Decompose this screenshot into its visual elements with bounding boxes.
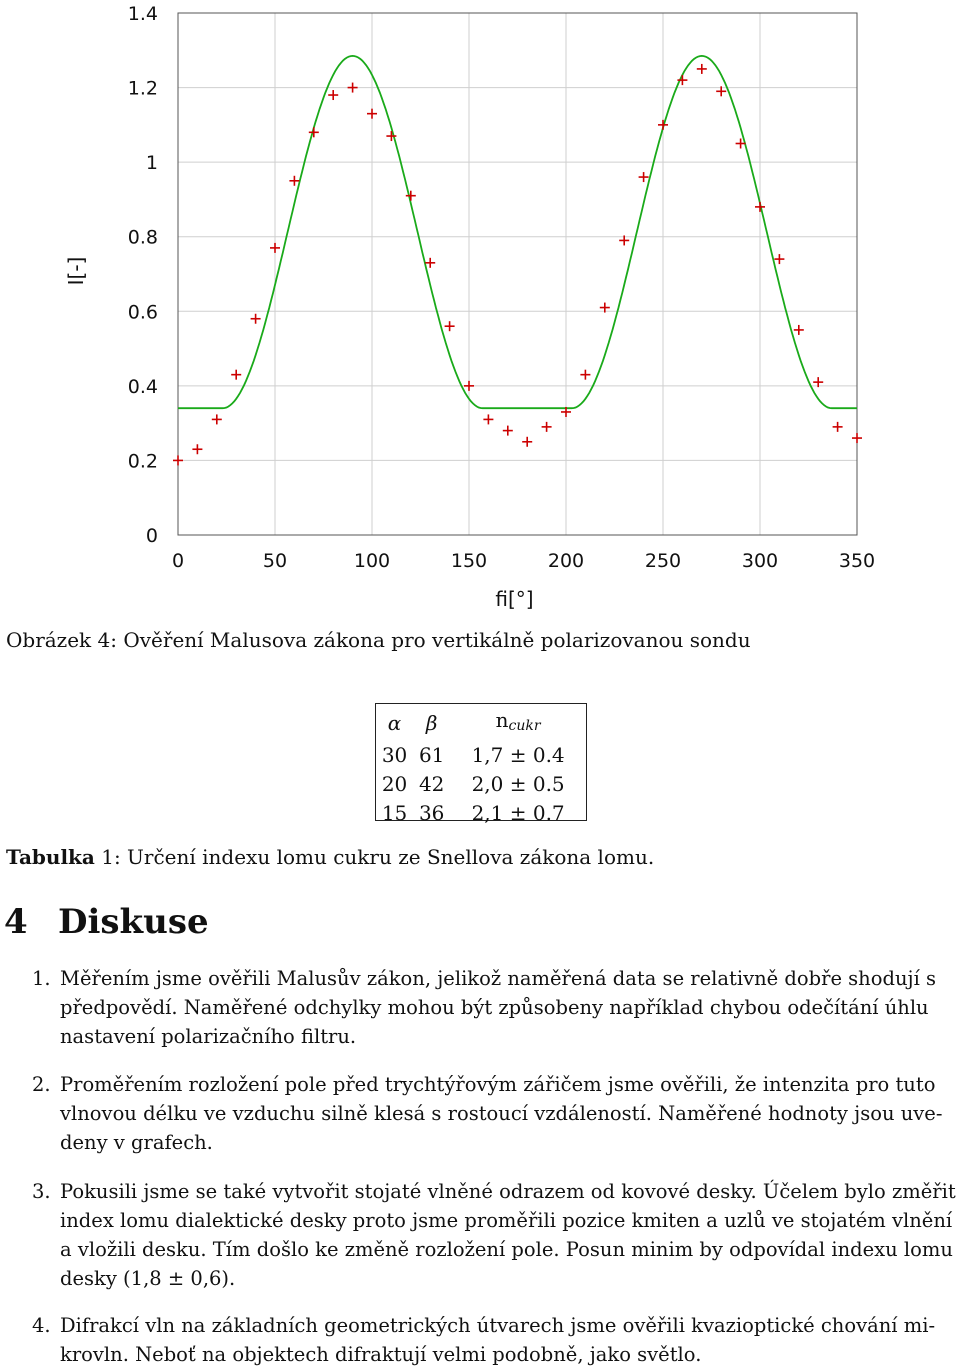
table-cell: 42 [418, 772, 445, 796]
refraction-table [375, 703, 587, 825]
list-item-line: deny v grafech. [60, 1131, 213, 1154]
x-tick-label: 100 [353, 550, 391, 572]
y-tick-label: 1 [145, 152, 158, 175]
table-caption-label: Tabulka [6, 845, 95, 869]
data-point [212, 414, 222, 424]
list-item-number: 4. [32, 1314, 51, 1337]
data-point [192, 444, 202, 454]
y-tick-label: 1.4 [127, 3, 158, 25]
table-row [376, 741, 586, 770]
table-header-row [376, 706, 586, 741]
table-caption [6, 845, 654, 869]
y-tick-label: 0 [145, 525, 158, 547]
list-item-line: vlnovou délku ve vzduchu silně klesá s rostoucí vzdáleností. Naměřené hodnoty jsou uve- [60, 1102, 943, 1125]
data-point [852, 433, 862, 443]
table-cell: 1,7 ± 0.4 [471, 743, 565, 767]
table-cell: 2,0 ± 0.5 [471, 772, 565, 796]
list-item-line: a vložili desku. Tím došlo ke změně rozložení pole. Posun minim by odpovídal indexu lomu [60, 1238, 953, 1261]
list-item-number: 3. [32, 1180, 51, 1203]
list-item-line: Difrakcí vln na základních geometrických útvarech jsme ověřili kvazioptické chování mi- [60, 1314, 936, 1337]
data-point [270, 243, 280, 253]
chart-svg [0, 0, 960, 620]
list-item [32, 1177, 958, 1293]
y-tick-label: 1.2 [127, 77, 158, 100]
x-axis-label: fi[°] [495, 587, 534, 611]
list-item-line: Pokusili jsme se také vytvořit stojaté vlněné odrazem od kovové desky. Účelem bylo změřit [60, 1180, 956, 1203]
list-item-number: 2. [32, 1073, 51, 1096]
data-point [173, 455, 183, 465]
table-cell: 36 [418, 801, 445, 825]
data-point [580, 370, 590, 380]
list-item-line: index lomu dialektické desky proto jsme proměřili pozice kmiten a uzlů ve stojatém vlnění [60, 1209, 953, 1232]
x-tick-label: 250 [644, 550, 682, 572]
list-item [32, 1070, 958, 1157]
list-item-line: předpovědí. Naměřené odchylky mohou být způsobeny například chybou odečítání úhlu [60, 996, 929, 1019]
list-item-line: Proměřením rozložení pole před trychtýřovým zářičem jsme ověřili, že intenzita pro tuto [60, 1073, 936, 1096]
plot-frame [178, 13, 857, 535]
table-cell: 61 [418, 743, 445, 767]
data-point [328, 90, 338, 100]
list-item [32, 964, 958, 1051]
section-number: 4 [4, 902, 28, 942]
data-point [774, 254, 784, 264]
data-point [367, 109, 377, 119]
data-point [542, 422, 552, 432]
table-cell: 20 [381, 772, 408, 796]
data-point [309, 127, 319, 137]
fit-curve [178, 56, 857, 408]
table-cell: 15 [381, 801, 408, 825]
list-item-number: 1. [32, 967, 51, 990]
y-tick-label: 0.6 [127, 301, 158, 324]
x-tick-label: 150 [450, 550, 488, 572]
y-tick-label: 0.4 [127, 375, 158, 398]
data-point [231, 370, 241, 380]
data-point [425, 258, 435, 268]
data-point [658, 120, 668, 130]
data-point [251, 314, 261, 324]
list-item-line: krovln. Neboť na objektech difraktují velmi podobně, jako světlo. [60, 1343, 702, 1366]
data-point [833, 422, 843, 432]
data-point [445, 321, 455, 331]
list-item-line: nastavení polarizačního filtru. [60, 1025, 357, 1048]
data-point [289, 176, 299, 186]
table-cell: 2,1 ± 0.7 [471, 801, 565, 825]
data-point [794, 325, 804, 335]
table-header-n [450, 706, 586, 741]
x-tick-label: 200 [547, 550, 585, 572]
figure-caption: Obrázek 4: Ověření Malusova zákona pro vertikálně polarizovanou sondu [6, 628, 751, 652]
y-tick-label: 0.8 [127, 226, 158, 249]
data-point [464, 381, 474, 391]
table-row [376, 770, 586, 799]
table-cell: 30 [381, 743, 408, 767]
x-tick-label: 300 [741, 550, 779, 572]
x-tick-label: 50 [262, 550, 288, 572]
table-header-beta: β [425, 711, 438, 735]
x-tick-label: 0 [171, 550, 185, 572]
list-item [32, 1311, 958, 1369]
malus-chart [0, 0, 960, 620]
table-header-n-symbol: n [495, 708, 509, 732]
table-header-alpha: α [387, 711, 402, 735]
table-caption-text: 1: Určení indexu lomu cukru ze Snellova zákona lomu. [94, 845, 655, 869]
list-item-line: Měřením jsme ověřili Malusův zákon, jelikož naměřená data se relativně dobře shodují s [60, 967, 937, 990]
y-tick-label: 0.2 [127, 450, 158, 473]
data-point [697, 64, 707, 74]
data-point [503, 426, 513, 436]
data-point [755, 202, 765, 212]
data-point [522, 437, 532, 447]
table-header-n-subscript: cukr [508, 718, 541, 734]
section-heading [4, 902, 209, 942]
y-axis-label: I[-] [64, 256, 88, 286]
data-point [639, 172, 649, 182]
table-row [376, 799, 586, 828]
x-tick-label: 350 [838, 550, 876, 572]
section-title: Diskuse [58, 902, 209, 942]
data-point [483, 414, 493, 424]
list-item-line: desky (1,8 ± 0,6). [60, 1267, 236, 1290]
data-point [348, 83, 358, 93]
